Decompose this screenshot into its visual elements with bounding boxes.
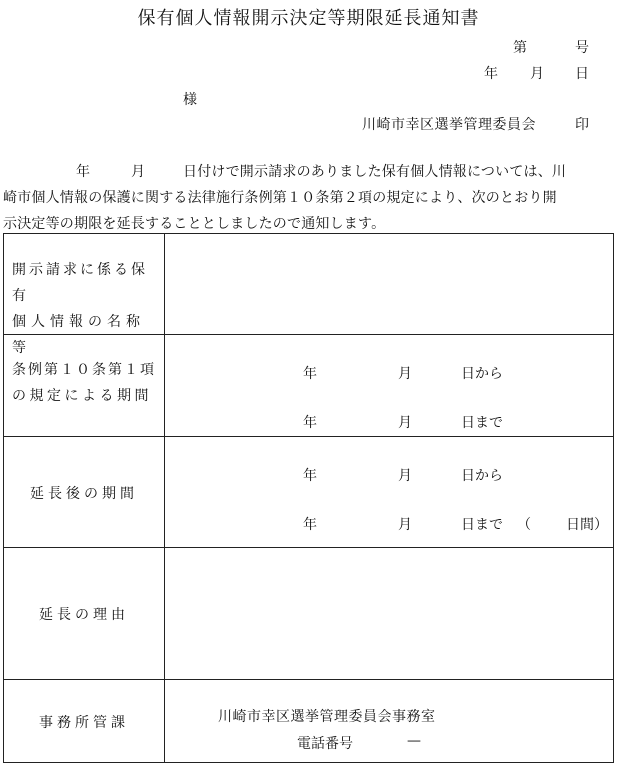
label-reason: 延長の理由	[39, 607, 129, 623]
body-line2: 崎市個人情報の保護に関する法律施行条例第１０条第２項の規定により、次のとおり開	[3, 190, 557, 206]
date-month: 月	[530, 66, 544, 82]
original-to-day: 日まで	[461, 415, 503, 431]
sender-name: 川崎市幸区選挙管理委員会	[362, 117, 536, 133]
extended-to-year: 年	[303, 517, 317, 533]
extended-days-close: 日間）	[566, 517, 608, 533]
original-to-month: 月	[398, 415, 412, 431]
value-cell-original-period	[165, 335, 614, 437]
body-line3: 示決定等の期限を延長することとしましたので通知します。	[3, 216, 386, 232]
label-cell-office	[4, 680, 165, 763]
table-row-name	[4, 234, 614, 335]
label-name-line2: 個人情報の名称等	[12, 314, 145, 356]
label-cell-name	[4, 234, 165, 356]
phone-dash: —	[407, 733, 421, 749]
body-line1-year: 年	[76, 164, 91, 180]
value-cell-name	[165, 234, 614, 335]
table-row-reason	[4, 548, 614, 680]
date-day: 日	[575, 66, 589, 82]
value-cell-reason	[165, 548, 614, 680]
date-year: 年	[484, 66, 498, 82]
label-cell-extended-period	[4, 437, 165, 548]
extended-to-day: 日まで	[461, 517, 503, 533]
table-row-extended-period	[4, 437, 614, 548]
label-name-line1: 開示請求に係る保有	[12, 262, 148, 304]
body-line1-month: 月	[131, 164, 146, 180]
extended-days-open: （	[517, 517, 531, 533]
original-to-year: 年	[303, 415, 317, 431]
original-from-month: 月	[398, 366, 412, 382]
table-row-office	[4, 680, 614, 763]
addressee-suffix: 様	[183, 92, 197, 108]
label-office: 事務所管課	[39, 715, 129, 731]
document-title: 保有個人情報開示決定等期限延長通知書	[137, 8, 480, 29]
phone-label: 電話番号	[297, 736, 353, 752]
table-row-original-period	[4, 335, 614, 437]
value-cell-extended-period	[165, 437, 614, 548]
label-cell-original-period	[4, 335, 165, 437]
office-name: 川崎市幸区選挙管理委員会事務室	[218, 709, 436, 725]
number-dai: 第	[513, 40, 527, 56]
body-line1-rest: 日付けで開示請求のありました保有個人情報については、川	[183, 164, 567, 180]
extended-from-month: 月	[398, 468, 412, 484]
extended-from-day: 日から	[461, 468, 503, 484]
label-period-line2: の規定による期間	[12, 388, 152, 404]
label-cell-reason	[4, 548, 165, 680]
original-from-day: 日から	[461, 366, 503, 382]
extended-from-year: 年	[303, 468, 317, 484]
original-from-year: 年	[303, 366, 317, 382]
number-go: 号	[575, 40, 589, 56]
value-cell-office	[165, 680, 614, 763]
label-extended-period: 延長後の期間	[30, 486, 138, 502]
extended-to-month: 月	[398, 517, 412, 533]
seal-mark: 印	[575, 117, 589, 133]
notice-table	[3, 233, 614, 763]
label-period-line1: 条例第１０条第１項	[12, 362, 156, 378]
